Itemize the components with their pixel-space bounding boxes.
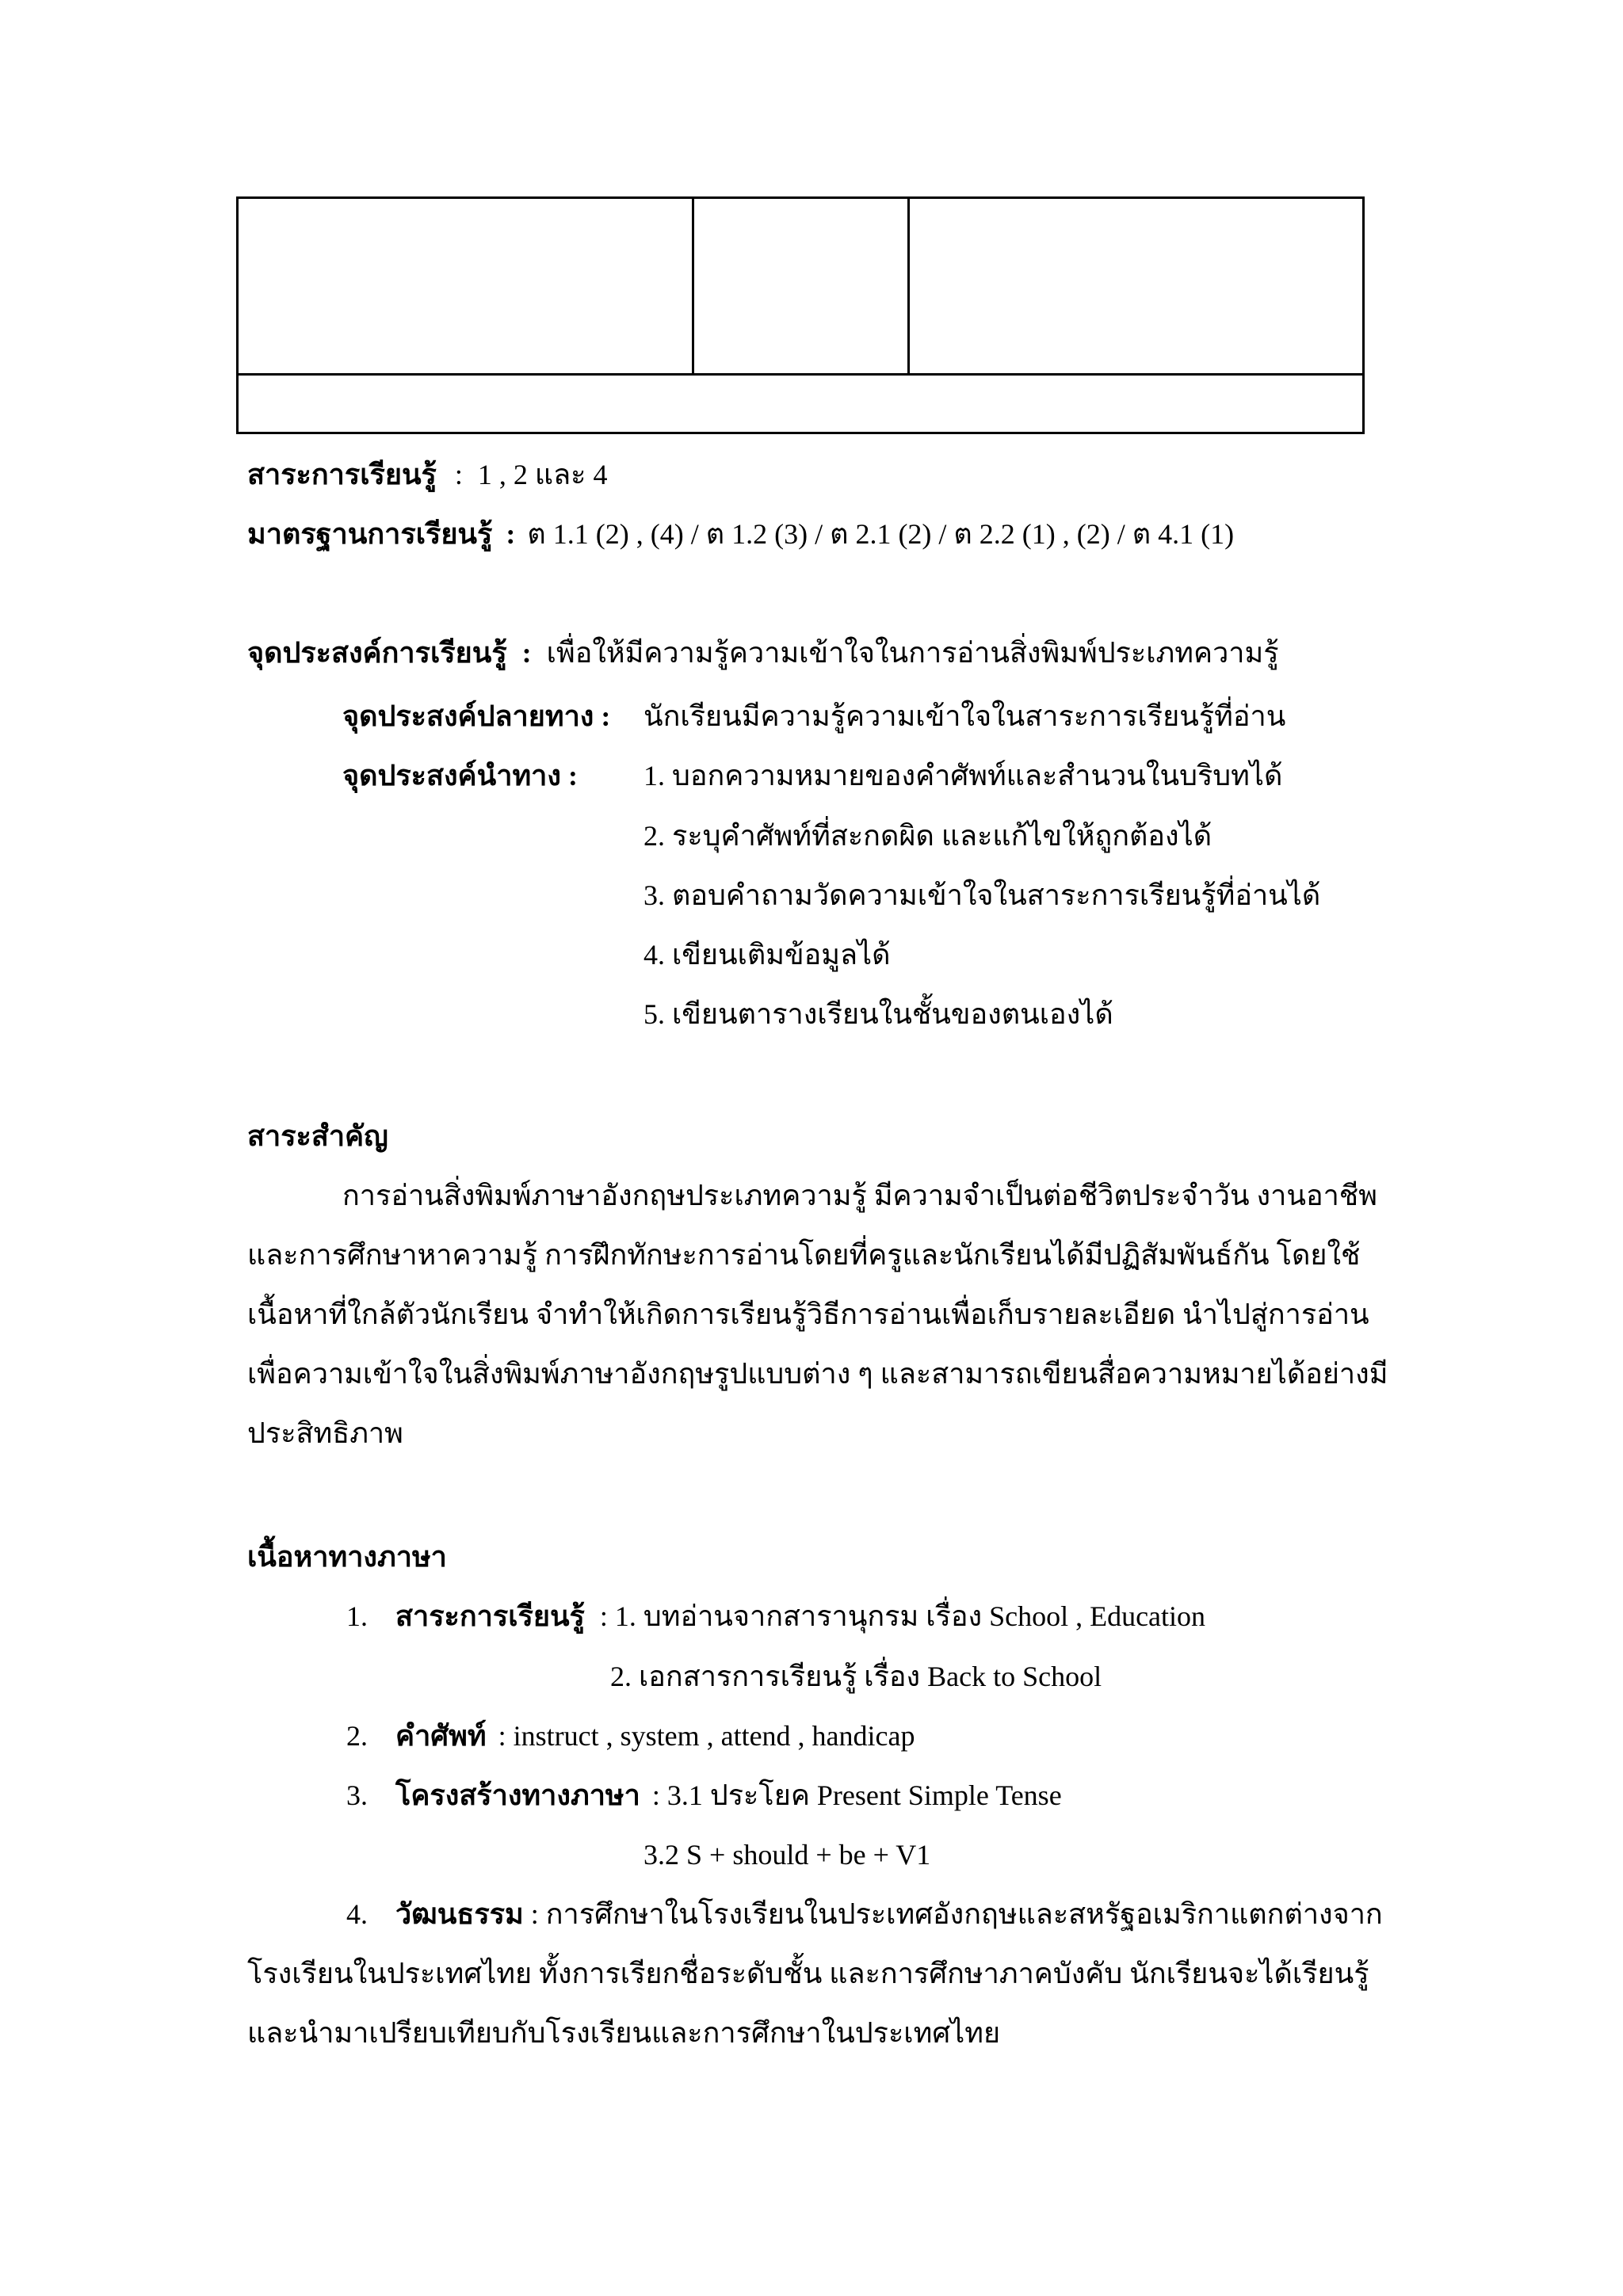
enabling-objective-item: 3. ตอบคำถามวัดความเข้าใจในสาระการเรียนรู้ที่อ่านได้ — [643, 879, 1321, 911]
key-concept-line: เพื่อความเข้าใจในสิ่งพิมพ์ภาษาอังกฤษรูปแบบต่าง ๆ และสามารถเขียนสื่อความหมายได้อย่างมี — [247, 1358, 1388, 1390]
header-table — [236, 196, 1365, 434]
enabling-objective-item: 4. เขียนเติมข้อมูลได้ — [643, 939, 891, 971]
language-item-1-value: : 1. บทอ่านจากสารานุกรม เรื่อง School , Education — [599, 1600, 1206, 1632]
language-item-4-value-line-2: โรงเรียนในประเทศไทย ทั้งการเรียกชื่อระดับชั้น และการศึกษาภาคบังคับ นักเรียนจะได้เรียนรู้ — [247, 1958, 1369, 1989]
language-item-3 — [346, 1778, 1062, 1813]
header-table-cell-2 — [694, 199, 910, 373]
language-item-2-value: : instruct , system , attend , handicap — [498, 1720, 915, 1752]
enabling-objective-item: 5. เขียนตารางเรียนในชั้นของตนเองได้ — [643, 998, 1113, 1030]
header-table-top-row — [239, 199, 1362, 376]
learning-standard-sep: : — [506, 518, 516, 550]
language-item-2-number: 2. — [346, 1720, 368, 1752]
language-item-2-label: คำศัพท์ — [395, 1720, 487, 1752]
language-item-1-label: สาระการเรียนรู้ — [395, 1600, 585, 1632]
header-table-cell-3 — [910, 199, 1362, 373]
language-item-4-value: : การศึกษาในโรงเรียนในประเทศอังกฤษและสหรัฐอเมริกาแตกต่างจาก — [530, 1898, 1383, 1930]
key-concept-line: ประสิทธิภาพ — [247, 1417, 403, 1449]
header-table-bottom-row — [239, 376, 1362, 432]
language-item-3-number: 3. — [346, 1779, 368, 1811]
language-item-4 — [346, 1897, 1383, 1932]
learning-standard-label: มาตรฐานการเรียนรู้ — [247, 518, 493, 550]
terminal-objective-value: นักเรียนมีความรู้ความเข้าใจในสาระการเรียนรู้ที่อ่าน — [643, 700, 1286, 732]
learning-strand-sep: : — [454, 459, 463, 490]
terminal-objective-label: จุดประสงค์ปลายทาง : — [342, 700, 611, 732]
learning-strand-value: 1 , 2 และ 4 — [477, 459, 608, 490]
objectives-sep: : — [521, 637, 532, 669]
language-item-4-label: วัฒนธรรม — [395, 1898, 524, 1930]
key-concept-heading: สาระสำคัญ — [247, 1120, 388, 1152]
language-item-1 — [346, 1599, 1205, 1634]
key-concept-line: การอ่านสิ่งพิมพ์ภาษาอังกฤษประเภทความรู้ มีความจำเป็นต่อชีวิตประจำวัน งานอาชีพ — [342, 1180, 1377, 1211]
header-table-cell-1 — [239, 199, 694, 373]
language-item-4-value-line-3: และนำมาเปรียบเทียบกับโรงเรียนและการศึกษาในประเทศไทย — [247, 2017, 1001, 2049]
language-item-3-value: : 3.1 ประโยค Present Simple Tense — [651, 1779, 1062, 1811]
objectives-value: เพื่อให้มีความรู้ความเข้าใจในการอ่านสิ่งพิมพ์ประเภทความรู้ — [546, 637, 1279, 669]
objectives-label: จุดประสงค์การเรียนรู้ — [247, 637, 507, 669]
enabling-objective-label: จุดประสงค์นำทาง : — [342, 760, 578, 791]
language-item-1-number: 1. — [346, 1600, 368, 1632]
enabling-objective-item: 2. ระบุคำศัพท์ที่สะกดผิด และแก้ไขให้ถูกต้องได้ — [643, 820, 1212, 852]
language-content-heading: เนื้อหาทางภาษา — [247, 1541, 447, 1573]
objectives-line — [247, 635, 1279, 670]
language-item-4-number: 4. — [346, 1898, 368, 1930]
language-item-2 — [346, 1718, 915, 1753]
learning-strand-label: สาระการเรียนรู้ — [247, 459, 437, 490]
language-item-3-label: โครงสร้างทางภาษา — [395, 1779, 640, 1811]
key-concept-line: และการศึกษาหาความรู้ การฝึกทักษะการอ่านโดยที่ครูและนักเรียนได้มีปฏิสัมพันธ์กัน โดยใช้ — [247, 1239, 1361, 1271]
language-item-3-value-line-2: 3.2 S + should + be + V1 — [643, 1839, 931, 1871]
enabling-objective-item: 1. บอกความหมายของคำศัพท์และสำนวนในบริบทได้ — [643, 760, 1283, 791]
learning-standard-value: ต 1.1 (2) , (4) / ต 1.2 (3) / ต 2.1 (2) / ต 2.2 (1) , (2) / ต 4.1 (1) — [527, 518, 1235, 550]
learning-strand-line — [247, 457, 608, 492]
language-item-1-value-line-2: 2. เอกสารการเรียนรู้ เรื่อง Back to School — [610, 1661, 1102, 1692]
learning-standard-line — [247, 517, 1234, 551]
key-concept-line: เนื้อหาที่ใกล้ตัวนักเรียน จำทำให้เกิดการเรียนรู้วิธีการอ่านเพื่อเก็บรายละเอียด นำไปสู่การอ่าน — [247, 1299, 1369, 1330]
